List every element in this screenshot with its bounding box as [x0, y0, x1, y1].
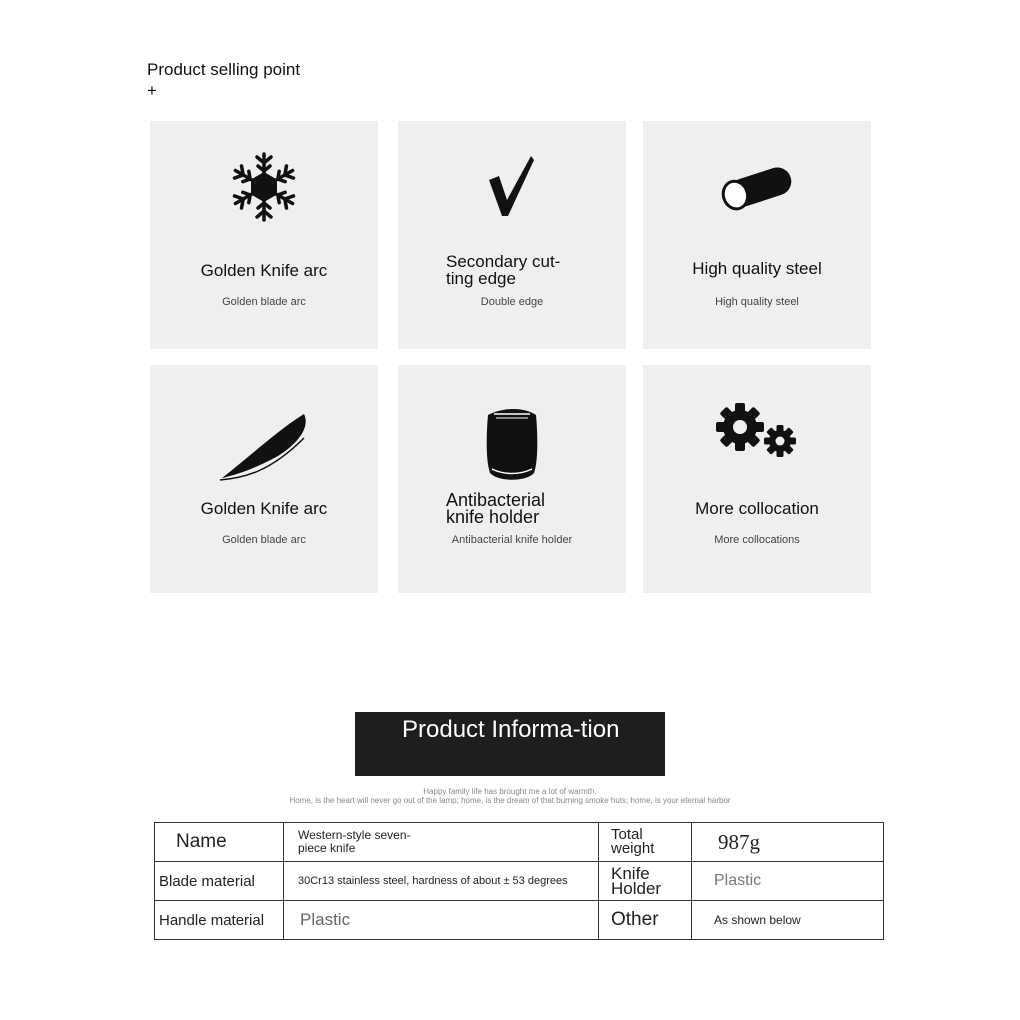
table-row [155, 823, 884, 862]
feature-card [643, 121, 871, 349]
label-knife-holder-text: Knife Holder [611, 864, 662, 898]
gears-icon [643, 393, 871, 473]
product-info-table [154, 822, 884, 940]
feature-title: Antibacterial knife holder [446, 490, 546, 527]
value-name [284, 823, 599, 862]
table-row [155, 901, 884, 940]
feature-card [150, 365, 378, 593]
knife-holder-icon [398, 405, 626, 485]
feature-card [150, 121, 378, 349]
feature-card [398, 365, 626, 593]
knife-icon [150, 405, 378, 485]
checkmark-icon [398, 147, 626, 227]
feature-subtitle: Golden blade arc [222, 296, 306, 308]
feature-card [643, 365, 871, 593]
feature-title: Golden Knife arc [200, 499, 328, 518]
value-name-text: Western-style seven-piece knife [298, 828, 411, 855]
steel-bar-icon [643, 147, 871, 227]
feature-subtitle: Golden blade arc [222, 534, 306, 546]
value-handle-material: Plastic [284, 901, 599, 940]
label-name: Name [155, 823, 284, 862]
label-knife-holder [599, 862, 692, 901]
feature-subtitle: Antibacterial knife holder [451, 534, 573, 546]
value-total-weight: 987g [692, 823, 884, 862]
snowflake-icon [150, 147, 378, 227]
feature-subtitle: Double edge [480, 296, 544, 308]
feature-title: Golden Knife arc [200, 261, 328, 280]
value-blade-material: 30Cr13 stainless steel, hardness of about ± 53 degrees [284, 862, 599, 901]
section-title: Product selling point + [147, 60, 301, 100]
feature-subtitle: More collocations [714, 534, 800, 546]
feature-card [398, 121, 626, 349]
label-total-weight [599, 823, 692, 862]
value-knife-holder: Plastic [692, 862, 884, 901]
table-row [155, 862, 884, 901]
tagline-line-1: Happy family life has brought me a lot of warmth. [423, 787, 597, 796]
feature-title: Secondary cut-ting edge [446, 252, 561, 288]
feature-subtitle: High quality steel [715, 296, 799, 308]
label-handle-material: Handle material [155, 901, 284, 940]
label-other: Other [599, 901, 692, 940]
feature-title: High quality steel [692, 259, 822, 278]
tagline-line-2: Home, is the heart will never go out of the lamp; home, is the dream of that burning smoke huts; home, is your eternal harbor [289, 796, 731, 805]
feature-title: More collocation [695, 499, 819, 518]
banner-title: Product Informa-tion [402, 716, 620, 743]
value-other: As shown below [692, 901, 884, 940]
label-blade-material: Blade material [155, 862, 284, 901]
product-info-banner [355, 712, 665, 776]
label-total-weight-text: Total weight [611, 826, 655, 857]
